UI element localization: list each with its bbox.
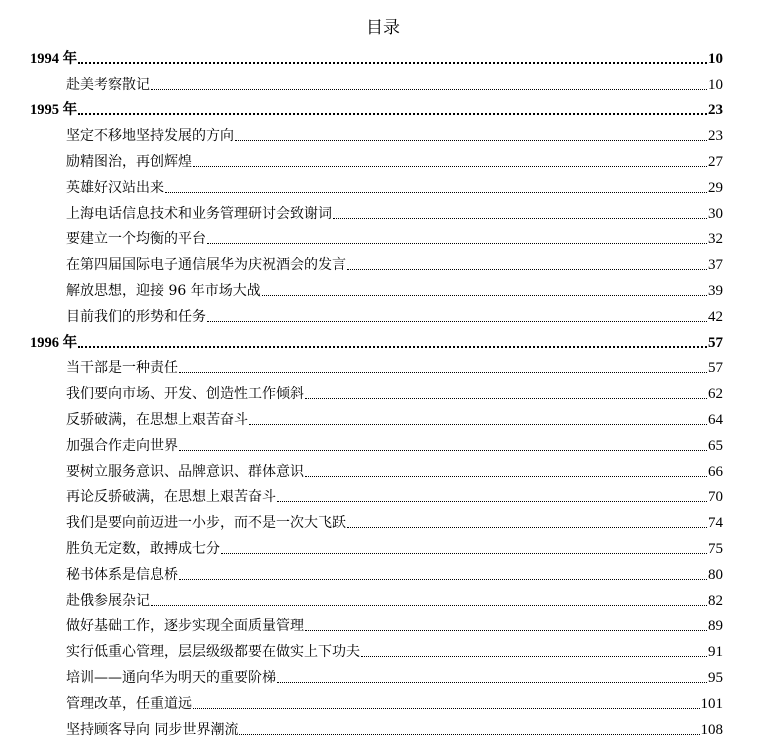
toc-section-heading[interactable] (30, 43, 723, 69)
toc-entry-title: 要建立一个均衡的平台 (66, 231, 206, 248)
toc-page-number: 57 (708, 334, 723, 351)
toc-entry[interactable] (30, 301, 723, 327)
toc-entry[interactable] (30, 636, 723, 662)
toc-dot-leader (277, 682, 707, 683)
toc-page-number: 66 (708, 463, 723, 480)
toc-page-number: 108 (700, 721, 723, 738)
toc-page-number: 10 (708, 76, 723, 93)
toc-entry[interactable] (30, 585, 723, 611)
toc-dot-leader (207, 243, 707, 244)
toc-dot-leader (235, 140, 707, 141)
toc-page-number: 101 (700, 695, 723, 712)
toc-entry-title: 当干部是一种责任 (66, 360, 178, 377)
toc-entry-title: 坚定不移地坚持发展的方向 (66, 128, 234, 145)
toc-dot-leader (361, 656, 707, 657)
toc-dot-leader (305, 630, 707, 631)
toc-dot-leader (179, 372, 707, 373)
toc-page-number: 65 (708, 437, 723, 454)
toc-section-heading[interactable] (30, 327, 723, 353)
toc-entry[interactable] (30, 559, 723, 585)
toc-dot-leader (239, 734, 699, 735)
toc-page-number: 32 (708, 231, 723, 248)
toc-dot-leader (333, 218, 707, 219)
toc-page-number: 37 (708, 257, 723, 274)
toc-page-number: 29 (708, 179, 723, 196)
toc-entry[interactable] (30, 198, 723, 224)
toc-entry-title: 1994 年 (30, 50, 78, 67)
toc-page-number: 42 (708, 308, 723, 325)
toc-entry-title: 要树立服务意识、品牌意识、群体意识 (66, 463, 304, 480)
toc-entry-title: 反骄破满，在思想上艰苦奋斗 (66, 411, 248, 428)
toc-entry-title: 加强合作走向世界 (66, 437, 178, 454)
toc-entry[interactable] (30, 456, 723, 482)
table-of-contents (30, 43, 723, 740)
toc-page-number: 39 (708, 282, 723, 299)
toc-entry-title: 上海电话信息技术和业务管理研讨会致谢词 (66, 205, 332, 222)
toc-dot-leader (151, 605, 707, 606)
toc-dot-leader (193, 708, 700, 709)
toc-entry[interactable] (30, 662, 723, 688)
toc-dot-leader (179, 450, 707, 451)
toc-page-number: 57 (708, 360, 723, 377)
toc-entry-title: 赴俄参展杂记 (66, 592, 150, 609)
toc-page-number: 23 (708, 128, 723, 145)
toc-dot-leader (78, 62, 707, 64)
toc-page-number: 91 (708, 644, 723, 661)
toc-page-number: 62 (708, 386, 723, 403)
toc-dot-leader (207, 321, 707, 322)
toc-entry[interactable] (30, 249, 723, 275)
toc-entry-title: 坚持顾客导向 同步世界潮流 (66, 721, 239, 738)
toc-dot-leader (78, 346, 707, 348)
toc-page-number: 75 (708, 540, 723, 557)
toc-dot-leader (305, 398, 707, 399)
toc-page-number: 27 (708, 153, 723, 170)
toc-entry[interactable] (30, 404, 723, 430)
toc-page-number: 89 (708, 618, 723, 635)
toc-entry-title: 赴美考察散记 (66, 76, 150, 93)
toc-entry-title: 1995 年 (30, 102, 78, 119)
toc-entry-title: 培训——通向华为明天的重要阶梯 (66, 669, 276, 686)
toc-dot-leader (262, 295, 707, 296)
toc-dot-leader (249, 424, 707, 425)
toc-entry-title: 再论反骄破满，在思想上艰苦奋斗 (66, 489, 276, 506)
toc-dot-leader (277, 501, 707, 502)
toc-page-number: 30 (708, 205, 723, 222)
toc-entry-title: 励精图治，再创辉煌 (66, 153, 192, 170)
toc-entry-title: 我们是要向前迈进一小步，而不是一次大飞跃 (66, 515, 346, 532)
toc-entry-title: 解放思想，迎接 96 年市场大战 (66, 282, 261, 299)
toc-page-number: 74 (708, 515, 723, 532)
toc-entry-title: 英雄好汉站出来 (66, 179, 164, 196)
toc-entry[interactable] (30, 353, 723, 379)
toc-dot-leader (305, 476, 707, 477)
toc-dot-leader (151, 89, 707, 90)
toc-dot-leader (347, 527, 707, 528)
toc-dot-leader (193, 166, 707, 167)
toc-entry[interactable] (30, 507, 723, 533)
toc-entry[interactable] (30, 146, 723, 172)
toc-section-heading[interactable] (30, 95, 723, 121)
toc-entry[interactable] (30, 430, 723, 456)
toc-page-number: 23 (708, 102, 723, 119)
toc-page-number: 95 (708, 669, 723, 686)
toc-entry-title: 秘书体系是信息桥 (66, 566, 178, 583)
toc-dot-leader (179, 579, 707, 580)
toc-page-number: 10 (708, 50, 723, 67)
toc-entry-title: 我们要向市场、开发、创造性工作倾斜 (66, 386, 304, 403)
page-title: 目录 (366, 18, 400, 38)
toc-dot-leader (221, 553, 707, 554)
toc-entry[interactable] (30, 275, 723, 301)
toc-entry[interactable] (30, 69, 723, 95)
toc-dot-leader (78, 113, 707, 115)
toc-dot-leader (347, 269, 707, 270)
toc-entry[interactable] (30, 714, 723, 740)
toc-entry[interactable] (30, 224, 723, 250)
toc-entry-title: 1996 年 (30, 334, 78, 351)
toc-entry-title: 做好基础工作，逐步实现全面质量管理 (66, 618, 304, 635)
toc-page-number: 64 (708, 411, 723, 428)
toc-entry[interactable] (30, 120, 723, 146)
toc-entry[interactable] (30, 533, 723, 559)
toc-entry[interactable] (30, 482, 723, 508)
toc-page-number: 70 (708, 489, 723, 506)
toc-page-number: 82 (708, 592, 723, 609)
toc-entry[interactable] (30, 172, 723, 198)
toc-entry[interactable] (30, 611, 723, 637)
toc-page-number: 80 (708, 566, 723, 583)
toc-entry[interactable] (30, 378, 723, 404)
toc-entry[interactable] (30, 688, 723, 714)
toc-entry-title: 目前我们的形势和任务 (66, 308, 206, 325)
toc-entry-title: 管理改革，任重道远 (66, 695, 192, 712)
toc-entry-title: 实行低重心管理，层层级级都要在做实上下功夫 (66, 644, 360, 661)
toc-dot-leader (165, 192, 707, 193)
toc-entry-title: 在第四届国际电子通信展华为庆祝酒会的发言 (66, 257, 346, 274)
toc-entry-title: 胜负无定数，敢搏成七分 (66, 540, 220, 557)
